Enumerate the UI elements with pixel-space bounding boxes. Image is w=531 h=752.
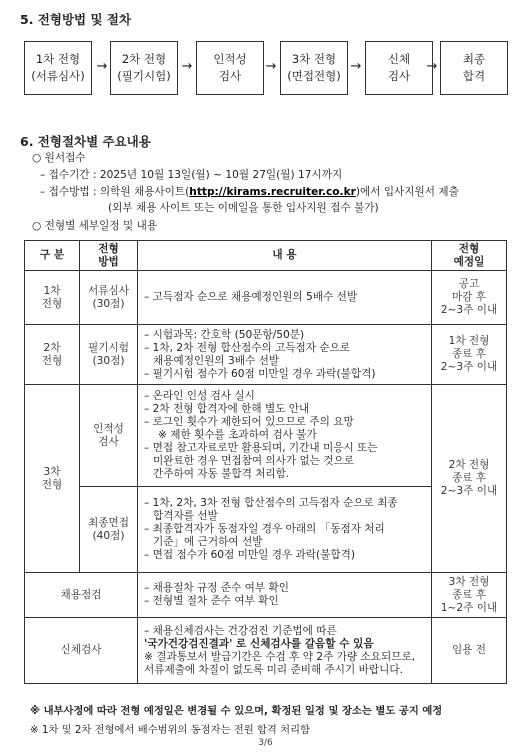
note-schedule-change: ※ 내부사정에 따라 전형 예정일은 변경될 수 있으며, 확정된 일정 및 장소는 별도 공지 예정 <box>30 705 443 717</box>
stage-cell <box>25 385 80 573</box>
arrow-right-icon: → <box>350 59 362 74</box>
content-line: – 1차, 2차 전형 합산점수의 고득점자 순으로 <box>144 341 351 354</box>
date-cell: 임용 전 <box>432 618 507 684</box>
method-suffix: )에서 입사지원서 제출 <box>355 186 459 198</box>
arrow-right-icon: → <box>96 59 108 74</box>
application-method <box>40 185 459 199</box>
content-cell <box>138 385 432 487</box>
table-header-row <box>25 241 507 271</box>
content-line: – 면접 점수가 60점 미만일 경우 과락(불합격) <box>144 549 355 561</box>
arrow-right-icon: → <box>265 59 277 74</box>
content-line: 간주하여 자동 불합격 처리함. <box>153 468 290 480</box>
step-3-line2: 검사 <box>218 69 242 83</box>
date-l1: 3차 전형 <box>448 575 490 588</box>
date-l2: 종료 후 <box>451 472 487 484</box>
step-4-line1: 3차 전형 <box>291 52 337 66</box>
method-prefix: – 접수방법 : 의학원 채용사이트( <box>40 186 190 198</box>
step-6-line1: 최종 <box>462 52 486 66</box>
stage-l1: 1차 <box>43 284 61 297</box>
method-cell <box>80 487 138 573</box>
table-row <box>25 325 507 385</box>
method-l2: (30점) <box>92 354 125 367</box>
inspection-label-cell: 채용점검 <box>25 573 138 618</box>
table-row <box>25 618 507 684</box>
content-line: – 면접 참고자료로만 활용되며, 기간내 미응시 또는 <box>144 442 378 454</box>
step-2-box <box>110 41 178 95</box>
header-category: 구 분 <box>25 241 80 271</box>
table-row <box>25 271 507 325</box>
content-line: – 시험과목: 간호학 (50문항/50분) <box>144 328 305 341</box>
medical-label-cell: 신체검사 <box>25 618 138 684</box>
method-l2: 검사 <box>98 435 119 448</box>
date-cell <box>432 573 507 618</box>
step-1-line2: (서류심사) <box>31 69 85 83</box>
stage-l1: 3차 <box>43 465 61 478</box>
date-l3: 2~3주 이내 <box>440 485 498 497</box>
step-4-box <box>280 41 348 95</box>
header-content: 내 용 <box>138 241 432 271</box>
method-cell <box>80 271 138 325</box>
step-3-line1: 인적성 <box>213 52 247 66</box>
content-line: 합격자를 선발 <box>153 510 218 522</box>
stage-l2: 전형 <box>41 354 63 367</box>
date-cell <box>432 385 507 573</box>
header-date <box>432 241 507 271</box>
method-l1: 서류심사 <box>88 284 129 297</box>
stage-l2: 전형 <box>41 478 63 491</box>
method-cell <box>80 385 138 487</box>
content-cell <box>138 487 432 573</box>
step-6-line2: 합격 <box>462 69 486 83</box>
stage-cell <box>25 325 80 385</box>
arrow-right-icon: → <box>181 59 193 74</box>
schedule-heading: ○ 전형별 세부일정 및 내용 <box>32 220 158 232</box>
step-2-line2: (필기시험) <box>117 69 171 83</box>
header-date-l1: 전형 <box>458 242 480 255</box>
content-line: – 채용절차 규정 준수 여부 확인 <box>144 582 289 594</box>
content-line: – 2차 전형 합격자에 한해 별도 안내 <box>144 403 310 415</box>
content-line: – 고득점자 순으로 채용예정인원의 5배수 선발 <box>144 291 358 303</box>
date-l1: 1차 전형 <box>448 335 490 347</box>
method-l2: (30점) <box>92 297 125 310</box>
table-row <box>25 573 507 618</box>
application-heading: ○ 원서접수 <box>32 152 86 164</box>
application-method-note: (외부 채용 사이트 또는 이메일을 통한 입사지원 접수 불가) <box>108 202 379 214</box>
arrow-right-icon: → <box>426 59 438 74</box>
note-tie-policy: ※ 1차 및 2차 전형에서 배수범위의 동점자는 전원 합격 처리함 <box>30 724 310 736</box>
stage-l1: 2차 <box>43 341 61 354</box>
content-line: 미완료한 경우 면접참여 의사가 없는 것으로 <box>153 455 355 467</box>
content-cell <box>138 325 432 385</box>
section6-title: 6. 전형절차별 주요내용 <box>20 134 151 149</box>
date-l1: 2차 전형 <box>448 459 490 471</box>
date-l3: 2~3주 이내 <box>440 304 498 316</box>
date-l2: 종료 후 <box>451 588 487 601</box>
content-cell <box>138 573 432 618</box>
step-1-line1: 1차 전형 <box>35 52 81 66</box>
content-line: 서류제출에 차질이 없도록 미리 준비해 주시기 바랍니다. <box>144 663 403 676</box>
method-cell <box>80 325 138 385</box>
stage-cell <box>25 271 80 325</box>
page-number: 3/6 <box>258 738 273 748</box>
step-5-line2: 검사 <box>387 69 411 83</box>
content-line: – 1차, 2차, 3차 전형 합산점수의 고득점자 순으로 최종 <box>144 497 398 509</box>
date-l3: 2~3주 이내 <box>440 361 498 373</box>
content-line: – 채용신체검사는 건강검진 기준법에 따른 <box>144 624 337 637</box>
content-cell <box>138 618 432 684</box>
content-line: – 로그인 횟수가 제한되어 있으므로 주의 요망 <box>144 416 354 428</box>
header-method <box>80 241 138 271</box>
method-l2: (40점) <box>92 529 125 542</box>
stage-l2: 전형 <box>41 297 63 310</box>
header-date-l2: 예정일 <box>453 255 485 268</box>
content-line: ※ 제한 횟수를 초과하여 검사 불가 <box>158 429 317 441</box>
header-method-l2: 방법 <box>98 255 119 268</box>
step-1-box <box>24 41 92 95</box>
content-cell <box>138 271 432 325</box>
content-line-bold: '국가건강검진결과' 로 신체검사를 갈음할 수 있음 <box>144 637 374 650</box>
date-l3: 1~2주 이내 <box>440 601 498 614</box>
method-l1: 필기시험 <box>88 341 129 354</box>
content-line: ※ 결과통보서 발급기간은 수검 후 약 2주 가량 소요되므로, <box>144 650 416 663</box>
step-3-box <box>196 41 264 95</box>
recruit-site-link[interactable]: http://kirams.recruiter.co.kr <box>189 186 356 198</box>
method-l1: 최종면접 <box>88 516 129 529</box>
section5-title: 5. 전형방법 및 절차 <box>20 12 132 27</box>
content-line: – 필기시험 점수가 60점 미만일 경우 과락(불합격) <box>144 367 376 380</box>
step-6-box <box>440 41 508 95</box>
header-method-l1: 전형 <box>98 242 119 255</box>
schedule-table <box>24 240 507 684</box>
date-cell <box>432 325 507 385</box>
date-l2: 마감 후 <box>451 291 487 303</box>
content-line: – 최종합격자가 동점자일 경우 아래의 「동점자 처리 <box>144 523 385 535</box>
application-period: – 접수기간 : 2025년 10월 13일(월) ~ 10월 27일(월) 17시까지 <box>40 169 343 181</box>
step-5-line1: 신체 <box>387 52 411 66</box>
content-line: 채용예정인원의 3배수 선발 <box>153 354 280 367</box>
table-row <box>25 385 507 487</box>
date-cell <box>432 271 507 325</box>
content-line: – 온라인 인성 검사 실시 <box>144 390 255 402</box>
content-line: – 전형별 절차 준수 여부 확인 <box>144 595 279 607</box>
date-l2: 종료 후 <box>451 348 487 360</box>
step-4-line2: (면접전형) <box>287 69 341 83</box>
content-line: 기준」에 근거하여 선발 <box>153 536 263 548</box>
method-l1: 인적성 <box>93 422 124 435</box>
date-l1: 공고 <box>458 278 480 290</box>
step-5-box <box>365 41 433 95</box>
step-2-line1: 2차 전형 <box>121 52 167 66</box>
